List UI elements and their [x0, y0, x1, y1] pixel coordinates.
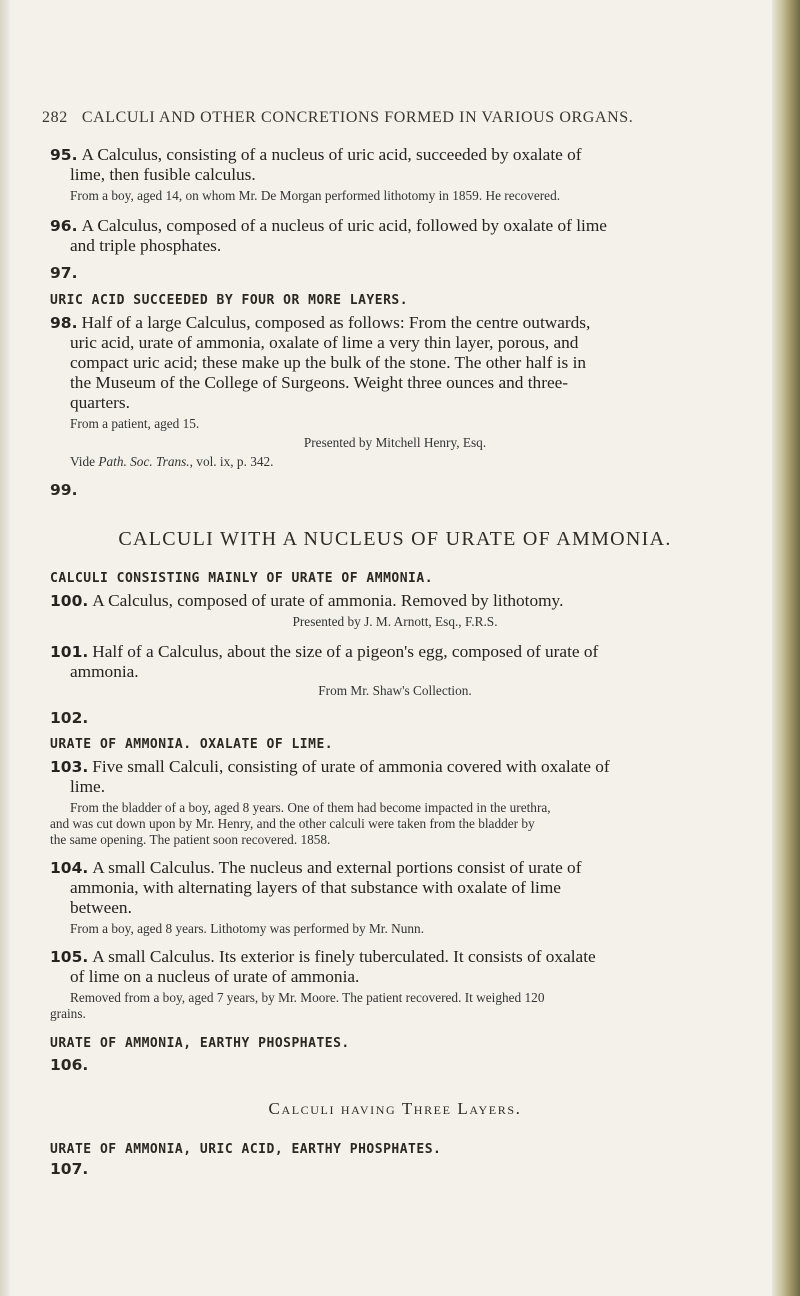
entry-text: ammonia, with alternating layers of that substance with oxalate of lime	[70, 878, 561, 897]
entry-number: 105.	[50, 948, 89, 966]
entry-101	[50, 642, 740, 682]
page-right-edge	[772, 0, 800, 1296]
entry-text: ammonia.	[70, 662, 139, 681]
entry-number: 103.	[50, 758, 89, 776]
entry-text: A small Calculus. Its exterior is finely tuberculated. It consists of oxalate	[92, 947, 596, 966]
entry-number: 104.	[50, 859, 89, 877]
entry-text: A Calculus, consisting of a nucleus of uric acid, succeeded by oxalate of	[81, 145, 582, 164]
note-100: Presented by J. M. Arnott, Esq., F.R.S.	[292, 614, 498, 629]
entry-105	[50, 947, 740, 987]
note-98-reference: Vide Path. Soc. Trans., vol. ix, p. 342.	[70, 454, 274, 469]
subheading-uric-acid: URIC ACID SUCCEEDED BY FOUR OR MORE LAYERS.	[50, 293, 409, 308]
entry-text: between.	[70, 898, 132, 917]
entry-100	[50, 591, 740, 611]
entry-number: 95.	[50, 146, 78, 164]
entry-text: of lime on a nucleus of urate of ammonia.	[70, 967, 360, 986]
running-header	[42, 109, 742, 127]
entry-107: 107.	[50, 1160, 89, 1178]
note-101: From Mr. Shaw's Collection.	[318, 683, 472, 698]
entry-text: compact uric acid; these make up the bulk of the stone. The other half is in	[70, 353, 587, 372]
section-title: CALCULI WITH A NUCLEUS OF URATE OF AMMONIA.	[118, 528, 672, 550]
entry-97: 97.	[50, 264, 78, 282]
section-three-layers: Calculi having Three Layers.	[268, 1099, 522, 1118]
note-95: From a boy, aged 14, on whom Mr. De Morgan performed lithotomy in 1859. He recovered.	[70, 188, 561, 203]
entry-95	[50, 145, 740, 185]
note-98-presented: Presented by Mitchell Henry, Esq.	[303, 435, 487, 450]
entry-text: uric acid, urate of ammonia, oxalate of lime a very thin layer, porous, and	[70, 333, 579, 352]
entry-98	[50, 313, 740, 413]
subheading-urate: CALCULI CONSISTING MAINLY OF URATE OF AMMONIA.	[50, 571, 434, 586]
entry-text: A Calculus, composed of urate of ammonia. Removed by lithotomy.	[92, 591, 564, 610]
running-title: CALCULI AND OTHER CONCRETIONS FORMED IN VARIOUS ORGANS.	[81, 109, 634, 126]
page-number: 282	[42, 109, 68, 126]
entry-text: Half of a large Calculus, composed as follows: From the centre outwards,	[81, 313, 591, 332]
note-104: From a boy, aged 8 years. Lithotomy was performed by Mr. Nunn.	[70, 921, 425, 936]
entry-text: the Museum of the College of Surgeons. Weight three ounces and three-	[70, 373, 569, 392]
entry-text: A Calculus, composed of a nucleus of uric acid, followed by oxalate of lime	[81, 216, 607, 235]
entry-104	[50, 858, 740, 918]
entry-text: Half of a Calculus, about the size of a pigeon's egg, composed of urate of	[92, 642, 599, 661]
entry-number: 100.	[50, 592, 89, 610]
note-103: From the bladder of a boy, aged 8 years. One of them had become impacted in the urethra, and was cut down upon by Mr. Henry, and the other calculi were taken from the bladder by the same opening. The patient soon recovered. 1858.	[50, 800, 551, 847]
subheading-oxalate: URATE OF AMMONIA. OXALATE OF LIME.	[50, 737, 334, 752]
entry-number: 98.	[50, 314, 78, 332]
entry-text: lime, then fusible calculus.	[70, 165, 256, 184]
entry-103	[50, 757, 740, 797]
entry-99: 99.	[50, 481, 78, 499]
subheading-uric-earthy: URATE OF AMMONIA, URIC ACID, EARTHY PHOSPHATES.	[50, 1142, 442, 1157]
entry-text: quarters.	[70, 393, 130, 412]
entry-text: lime.	[70, 777, 106, 796]
entry-106: 106.	[50, 1056, 89, 1074]
entry-number: 101.	[50, 643, 89, 661]
entry-text: A small Calculus. The nucleus and external portions consist of urate of	[92, 858, 582, 877]
entry-text: Five small Calculi, consisting of urate of ammonia covered with oxalate of	[92, 757, 610, 776]
entry-text: and triple phosphates.	[70, 236, 222, 255]
subheading-earthy: URATE OF AMMONIA, EARTHY PHOSPHATES.	[50, 1036, 350, 1051]
entry-number: 96.	[50, 217, 78, 235]
note-105: Removed from a boy, aged 7 years, by Mr. Moore. The patient recovered. It weighed 120 grains.	[50, 990, 545, 1021]
entry-102: 102.	[50, 709, 89, 727]
entry-96	[50, 216, 740, 256]
note-98-patient: From a patient, aged 15.	[70, 416, 200, 431]
